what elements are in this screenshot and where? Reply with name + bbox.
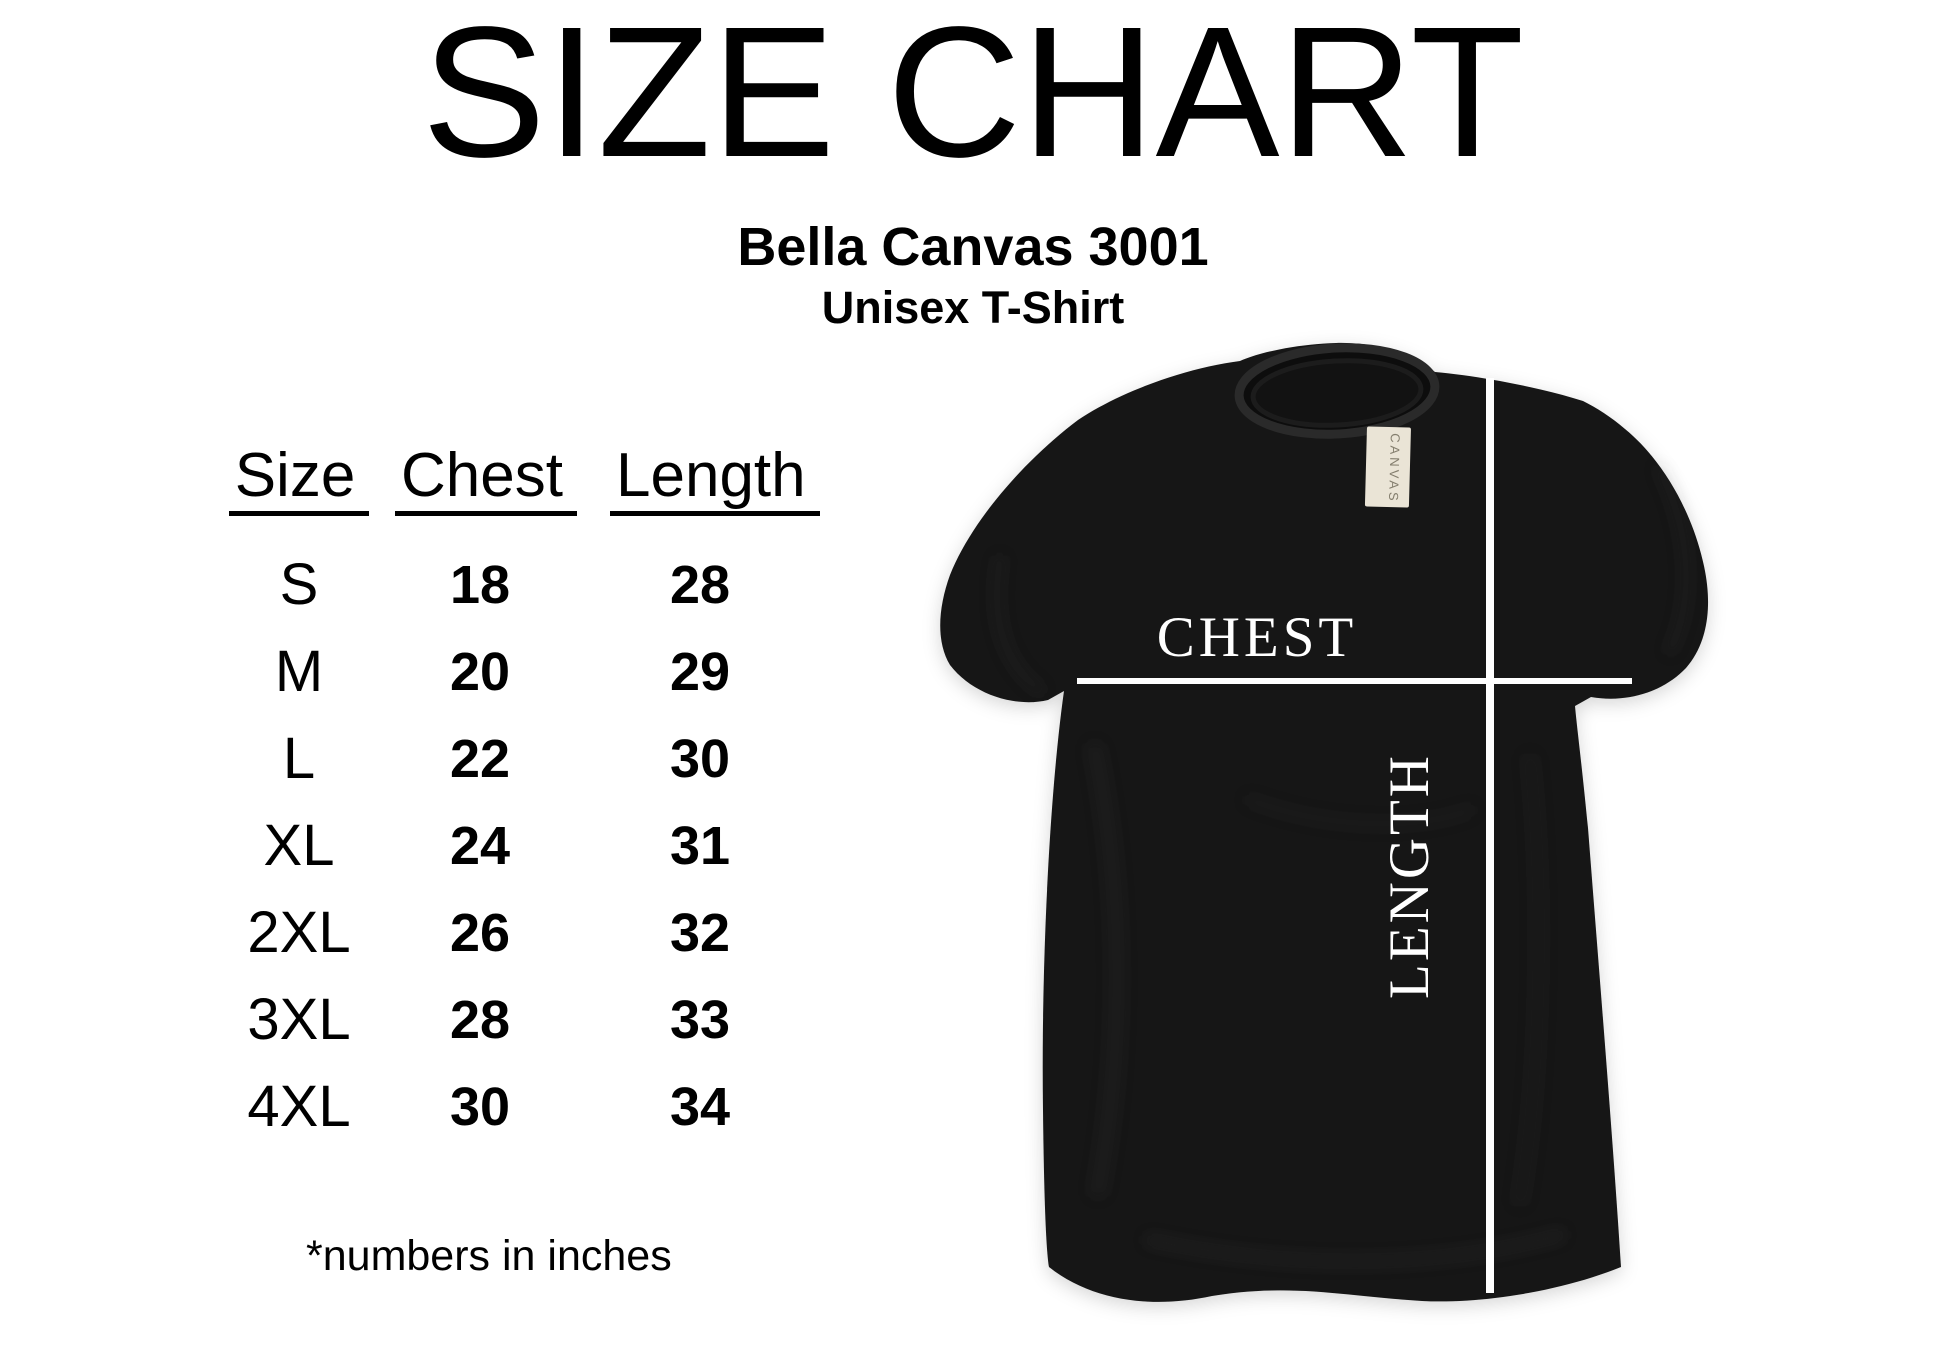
cell-chest: 20: [449, 641, 511, 702]
table-row: [150, 541, 810, 628]
table-row: [150, 976, 810, 1063]
cell-length: 31: [669, 815, 731, 876]
table-row: [150, 715, 810, 802]
cell-chest: 18: [449, 554, 511, 615]
cell-length: 29: [669, 641, 731, 702]
column-header-length: Length: [610, 445, 790, 516]
chest-line: [1077, 678, 1632, 684]
length-label: LENGTH: [1378, 753, 1441, 999]
cell-chest: 30: [449, 1076, 511, 1137]
cell-length: 32: [669, 902, 731, 963]
cell-size: 2XL: [247, 900, 351, 965]
cell-chest: 26: [449, 902, 511, 963]
product-type: Unisex T-Shirt: [821, 282, 1125, 333]
table-row: [150, 802, 810, 889]
product-name: Bella Canvas 3001: [737, 217, 1209, 277]
table-row: [150, 1063, 810, 1150]
footnote: *numbers in inches: [306, 1232, 672, 1280]
tshirt-graphic: [900, 300, 1760, 1345]
cell-size: XL: [263, 813, 335, 878]
cell-length: 34: [669, 1076, 731, 1137]
cell-chest: 24: [449, 815, 511, 876]
cell-size: 3XL: [247, 987, 351, 1052]
tshirt-photo: [900, 300, 1760, 1345]
table-row: [150, 628, 810, 715]
cell-length: 33: [669, 989, 731, 1050]
cell-size: S: [279, 552, 319, 617]
size-table-header: [150, 441, 810, 516]
cell-size: L: [282, 726, 316, 791]
cell-chest: 22: [449, 728, 511, 789]
length-line: [1486, 378, 1494, 1293]
column-header-chest: Chest: [395, 445, 565, 516]
cell-size: M: [274, 639, 324, 704]
cell-size: 4XL: [247, 1074, 351, 1139]
cell-length: 30: [669, 728, 731, 789]
neck-tag: [1365, 426, 1411, 507]
chest-label: CHEST: [1156, 606, 1358, 669]
size-table-body: [150, 541, 810, 1150]
page-title: SIZE CHART: [421, 0, 1525, 196]
table-row: [150, 889, 810, 976]
cell-length: 28: [669, 554, 731, 615]
column-header-size: Size: [214, 445, 384, 516]
tag-text: CANVAS: [1385, 432, 1403, 504]
cell-chest: 28: [449, 989, 511, 1050]
